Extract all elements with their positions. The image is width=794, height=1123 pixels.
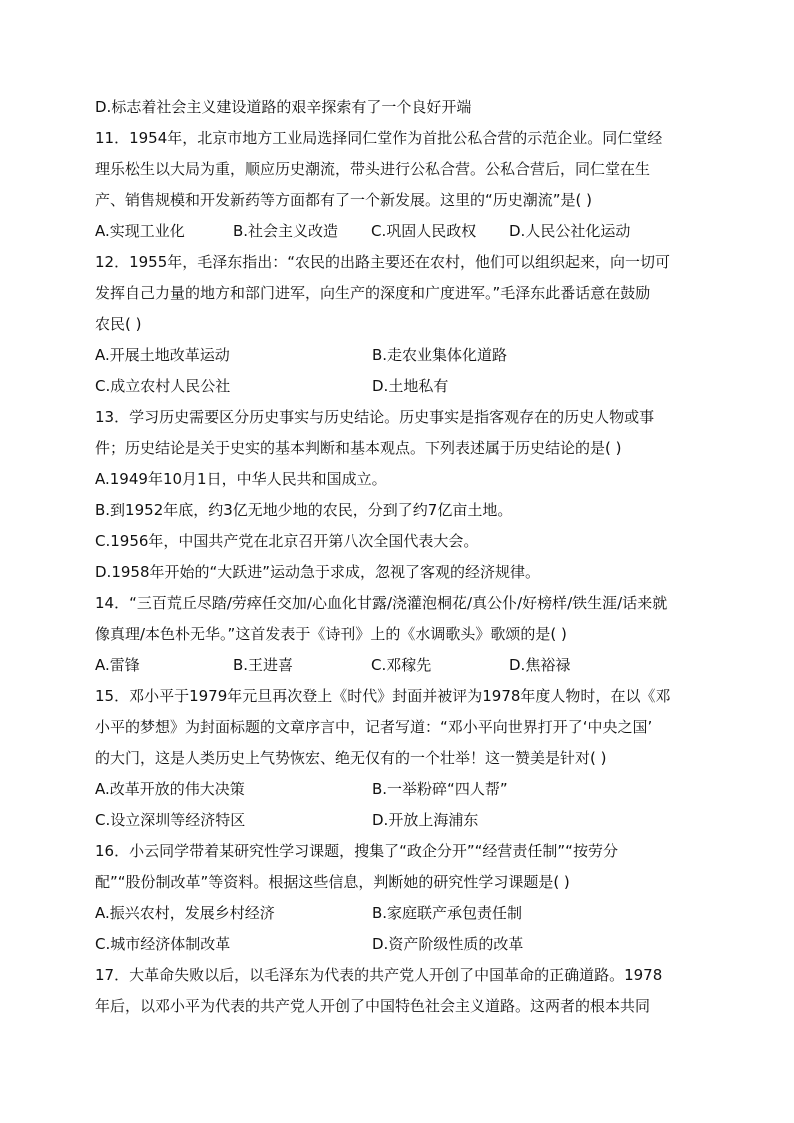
option-c: C.邓稼先	[371, 656, 432, 674]
question-13-stem: 13．学习历史需要区分历史事实与历史结论。历史事实是指客观存在的历史人物或事	[95, 408, 655, 426]
option-a: A.改革开放的伟大决策	[95, 780, 245, 798]
option-b: B.王进喜	[233, 656, 294, 674]
question-12-stem: 农民( )	[95, 315, 142, 333]
option-d: D.土地私有	[372, 377, 449, 395]
option-b: B.家庭联产承包责任制	[372, 904, 523, 922]
option-c: C.1956年，中国共产党在北京召开第八次全国代表大会。	[95, 532, 479, 550]
option-c: C.城市经济体制改革	[95, 935, 231, 953]
page-content	[95, 92, 700, 1022]
option-a: A.振兴农村，发展乡村经济	[95, 904, 275, 922]
option-c: C.成立农村人民公社	[95, 377, 231, 395]
question-12-options	[95, 371, 700, 402]
question-11-stem: 11．1954年，北京市地方工业局选择同仁堂作为首批公私合营的示范企业。同仁堂经	[95, 129, 663, 147]
option-b: B.社会主义改造	[233, 222, 339, 240]
question-12-options	[95, 340, 700, 371]
question-15-options	[95, 774, 700, 805]
question-15-options	[95, 805, 700, 836]
question-16-options	[95, 898, 700, 929]
option-d: D.资产阶级性质的改革	[372, 935, 524, 953]
question-12-stem: 12．1955年，毛泽东指出：“农民的出路主要还在农村，他们可以组织起来，向一切可	[95, 253, 671, 271]
question-17-stem: 年后，以邓小平为代表的共产党人开创了中国特色社会主义道路。这两者的根本共同	[95, 997, 651, 1015]
question-16-stem: 16．小云同学带着某研究性学习课题，搜集了“政企分开”“经营责任制”“按劳分	[95, 842, 618, 860]
text-line: D.标志着社会主义建设道路的艰辛探索有了一个良好开端	[95, 98, 472, 116]
option-d: D.1958年开始的“大跃进”运动急于求成，忽视了客观的经济规律。	[95, 563, 541, 581]
option-b: B.到1952年底，约3亿无地少地的农民，分到了约7亿亩土地。	[95, 501, 513, 519]
question-17-stem: 17．大革命失败以后，以毛泽东为代表的共产党人开创了中国革命的正确道路。1978	[95, 966, 663, 984]
question-15-stem: 15．邓小平于1979年元旦再次登上《时代》封面并被评为1978年度人物时，在以《邓	[95, 687, 671, 705]
option-c: C.设立深圳等经济特区	[95, 811, 246, 829]
question-14-options	[95, 650, 700, 681]
option-a: A.开展土地改革运动	[95, 346, 230, 364]
option-c: C.巩固人民政权	[371, 222, 477, 240]
question-11-stem: 产、销售规模和开发新药等方面都有了一个新发展。这里的“历史潮流”是( )	[95, 191, 593, 209]
option-a: A.1949年10月1日，中华人民共和国成立。	[95, 470, 387, 488]
option-a: A.实现工业化	[95, 222, 185, 240]
question-12-stem: 发挥自己力量的地方和部门进军，向生产的深度和广度进军。”毛泽东此番话意在鼓励	[95, 284, 651, 302]
option-d: D.焦裕禄	[509, 656, 571, 674]
option-d: D.开放上海浦东	[372, 811, 479, 829]
question-13-stem: 件；历史结论是关于史实的基本判断和基本观点。下列表述属于历史结论的是( )	[95, 439, 622, 457]
question-16-options	[95, 929, 700, 960]
question-15-stem: 小平的梦想》为封面标题的文章序言中，记者写道：“邓小平向世界打开了‘中央之国’	[95, 718, 653, 736]
question-11-options	[95, 216, 700, 247]
option-a: A.雷锋	[95, 656, 140, 674]
question-14-stem: 14．“三百荒丘尽踏/劳瘁任交加/心血化甘露/浇灌泡桐花/真公仆/好榜样/铁生涯/话来就	[95, 594, 668, 612]
option-d: D.人民公社化运动	[509, 222, 631, 240]
question-16-stem: 配”“股份制改革”等资料。根据这些信息，判断她的研究性学习课题是( )	[95, 873, 570, 891]
question-11-stem: 理乐松生以大局为重，顺应历史潮流，带头进行公私合营。公私合营后，同仁堂在生	[95, 160, 651, 178]
option-b: B.走农业集体化道路	[372, 346, 508, 364]
option-b: B.一举粉碎“四人帮”	[372, 780, 508, 798]
question-14-stem: 像真理/本色朴无华。”这首发表于《诗刊》上的《水调歌头》歌颂的是( )	[95, 625, 567, 643]
question-15-stem: 的大门，这是人类历史上气势恢宏、绝无仅有的一个壮举！这一赞美是针对( )	[95, 749, 607, 767]
